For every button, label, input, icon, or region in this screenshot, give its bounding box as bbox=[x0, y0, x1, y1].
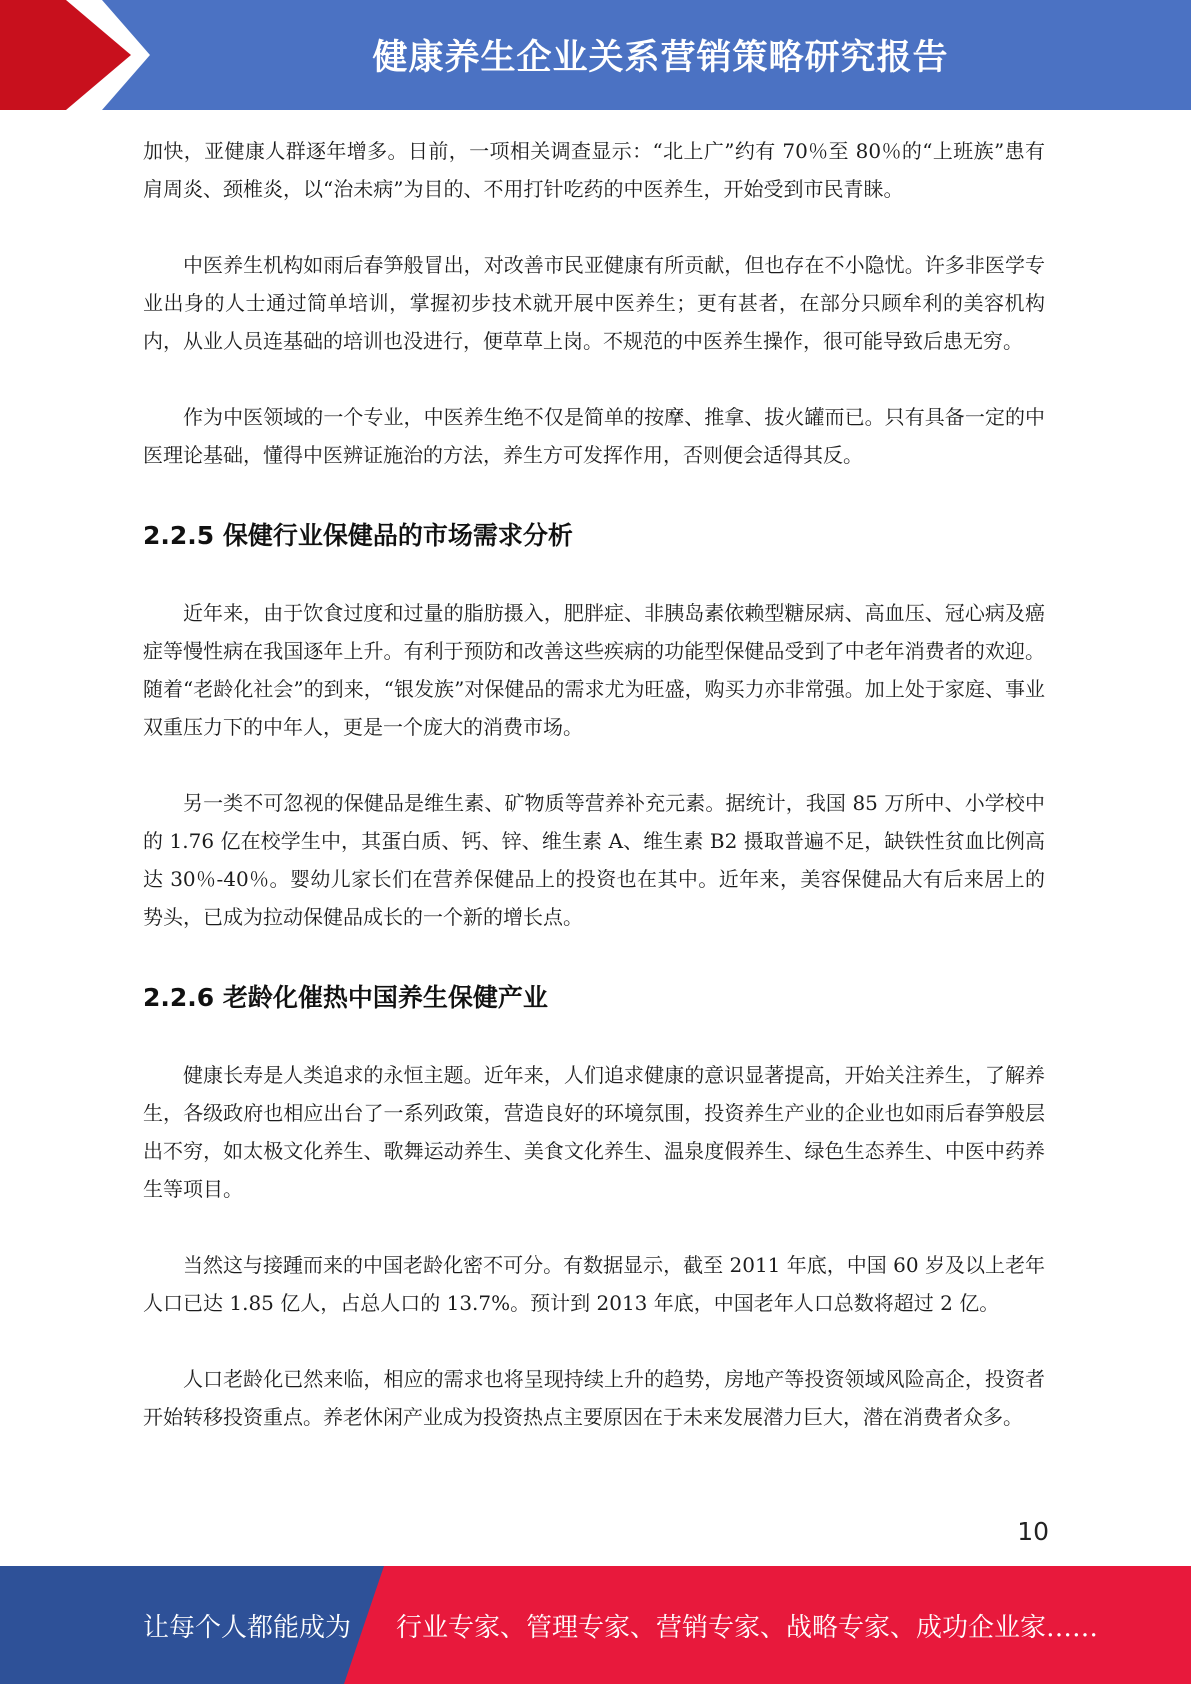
section-heading-2-2-6: 2.2.6 老龄化催热中国养生保健产业 bbox=[143, 983, 548, 1012]
footer-slogan-right: 行业专家、管理专家、营销专家、战略专家、成功企业家…… bbox=[396, 1612, 1099, 1643]
page-header bbox=[0, 0, 1191, 110]
paragraph: 人口老龄化已然来临，相应的需求也将呈现持续上升的趋势，房地产等投资领域风险高企，投资者开始转移投资重点。养老休闲产业成为投资热点主要原因在于未来发展潜力巨大，潜在消费者众多。 bbox=[143, 1367, 1045, 1429]
paragraph: 作为中医领域的一个专业，中医养生绝不仅是简单的按摩、推拿、拔火罐而已。只有具备一定的中医理论基础，懂得中医辨证施治的方法，养生方可发挥作用，否则便会适得其反。 bbox=[143, 405, 1045, 467]
paragraph: 中医养生机构如雨后春笋般冒出，对改善市民亚健康有所贡献，但也存在不小隐忧。许多非医学专业出身的人士通过简单培训，掌握初步技术就开展中医养生；更有甚者，在部分只顾牟利的美容机构内，从业人员连基础的培训也没进行，便草草上岗。不规范的中医养生操作，很可能导致后患无穷。 bbox=[143, 253, 1045, 353]
header-title: 健康养生企业关系营销策略研究报告 bbox=[372, 38, 949, 78]
page-footer bbox=[0, 1566, 1191, 1684]
footer-slogan-left: 让每个人都能成为 bbox=[143, 1612, 352, 1643]
paragraph: 当然这与接踵而来的中国老龄化密不可分。有数据显示，截至 2011 年底，中国 60 岁及以上老年人口已达 1.85 亿人，占总人口的 13.7%。预计到 2013 年底，中国老年人口总数将超过 2 亿。 bbox=[143, 1253, 1045, 1315]
header-arrow-decoration bbox=[0, 0, 160, 110]
page-number: 10 bbox=[1017, 1517, 1049, 1546]
paragraph: 加快，亚健康人群逐年增多。日前，一项相关调查显示：“北上广”约有 70％至 80％的“上班族”患有肩周炎、颈椎炎，以“治未病”为目的、不用打针吃药的中医养生，开始受到市民青睐。 bbox=[143, 139, 1045, 201]
section-heading-2-2-5: 2.2.5 保健行业保健品的市场需求分析 bbox=[143, 521, 573, 550]
report-content bbox=[143, 132, 1045, 1436]
paragraph: 另一类不可忽视的保健品是维生素、矿物质等营养补充元素。据统计，我国 85 万所中、小学校中的 1.76 亿在校学生中，其蛋白质、钙、锌、维生素 A、维生素 B2 摄取普遍不足，缺铁性贫血比例高达 30％-40％。婴幼儿家长们在营养保健品上的投资也在其中。近年来，美容保健品大有后来居上的势头，已成为拉动保健品成长的一个新的增长点。 bbox=[143, 791, 1045, 929]
paragraph: 近年来，由于饮食过度和过量的脂肪摄入，肥胖症、非胰岛素依赖型糖尿病、高血压、冠心病及癌症等慢性病在我国逐年上升。有利于预防和改善这些疾病的功能型保健品受到了中老年消费者的欢迎。随着“老龄化社会”的到来，“银发族”对保健品的需求尤为旺盛，购买力亦非常强。加上处于家庭、事业双重压力下的中年人，更是一个庞大的消费市场。 bbox=[143, 601, 1045, 739]
paragraph: 健康长寿是人类追求的永恒主题。近年来，人们追求健康的意识显著提高，开始关注养生，了解养生，各级政府也相应出台了一系列政策，营造良好的环境氛围，投资养生产业的企业也如雨后春笋般层出不穷，如太极文化养生、歌舞运动养生、美食文化养生、温泉度假养生、绿色生态养生、中医中药养生等项目。 bbox=[143, 1063, 1045, 1201]
